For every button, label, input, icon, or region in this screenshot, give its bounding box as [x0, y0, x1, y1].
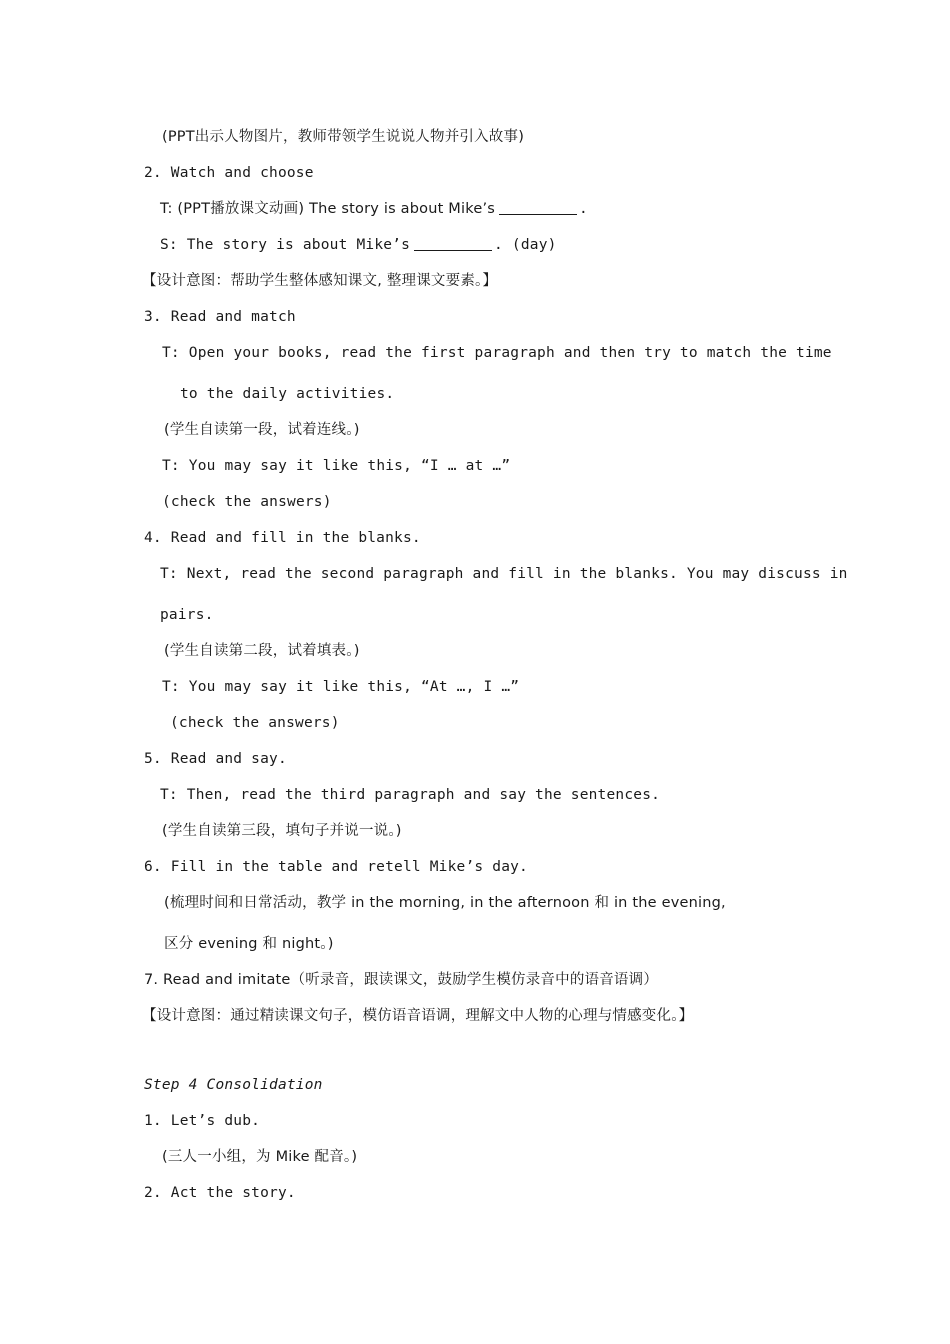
student-note-first-paragraph: (学生自读第一段，试着连线。) [164, 422, 360, 438]
student-line-end: . (day) [494, 237, 557, 253]
item-read-and-say: 5. Read and say. [144, 751, 287, 767]
note-time-activities: (梳理时间和日常活动，教学 in the morning, in the afternoon 和 in the evening, [164, 895, 726, 911]
note-dub-groups: (三人一小组，为 Mike 配音。) [162, 1149, 358, 1165]
student-line-story-about [160, 236, 557, 254]
student-line-text: S: The story is about Mike’s [160, 237, 411, 253]
ppt-intro-note: (PPT出示人物图片，教师带领学生说说人物并引入故事) [162, 129, 525, 145]
teacher-line-second-paragraph-cont: pairs. [160, 607, 214, 623]
teacher-line-second-paragraph: T: Next, read the second paragraph and fill in the blanks. You may discuss in [160, 566, 848, 582]
item-lets-dub: 1. Let’s dub. [144, 1113, 261, 1129]
teacher-line-say-like-this-2: T: You may say it like this, “At …, I …” [162, 679, 520, 695]
teacher-line-third-paragraph: T: Then, read the third paragraph and say the sentences. [160, 787, 661, 803]
item-read-and-fill: 4. Read and fill in the blanks. [144, 530, 421, 546]
answer-blank [414, 236, 492, 251]
check-answers-1: (check the answers) [162, 494, 332, 510]
student-note-second-paragraph: (学生自读第二段，试着填表。) [164, 643, 360, 659]
teacher-line-end: . [579, 201, 588, 217]
teacher-line-story-about [160, 200, 588, 218]
teacher-line-first-paragraph-cont: to the daily activities. [180, 386, 395, 402]
check-answers-2: (check the answers) [170, 715, 340, 731]
design-intent-1: 【设计意图：帮助学生整体感知课文, 整理课文要素。】 [142, 273, 498, 289]
item-watch-and-choose: 2. Watch and choose [144, 165, 314, 181]
note-evening-night: 区分 evening 和 night。) [164, 936, 334, 952]
teacher-line-text: T: (PPT播放课文动画) The story is about Mike’s [160, 201, 496, 217]
design-intent-2: 【设计意图：通过精读课文句子，模仿语音语调，理解文中人物的心理与情感变化。】 [142, 1008, 694, 1024]
item-read-and-match: 3. Read and match [144, 309, 296, 325]
item-read-and-imitate: 7. Read and imitate（听录音，跟读课文，鼓励学生模仿录音中的语音语调） [144, 972, 659, 988]
student-note-third-paragraph: (学生自读第三段，填句子并说一说。) [162, 823, 402, 839]
step-4-heading: Step 4 Consolidation [144, 1077, 323, 1093]
teacher-line-say-like-this-1: T: You may say it like this, “I … at …” [162, 458, 511, 474]
teacher-line-first-paragraph: T: Open your books, read the first paragraph and then try to match the time [162, 345, 832, 361]
item-act-the-story: 2. Act the story. [144, 1185, 296, 1201]
item-fill-table-retell: 6. Fill in the table and retell Mike’s day. [144, 859, 528, 875]
answer-blank [499, 200, 577, 215]
